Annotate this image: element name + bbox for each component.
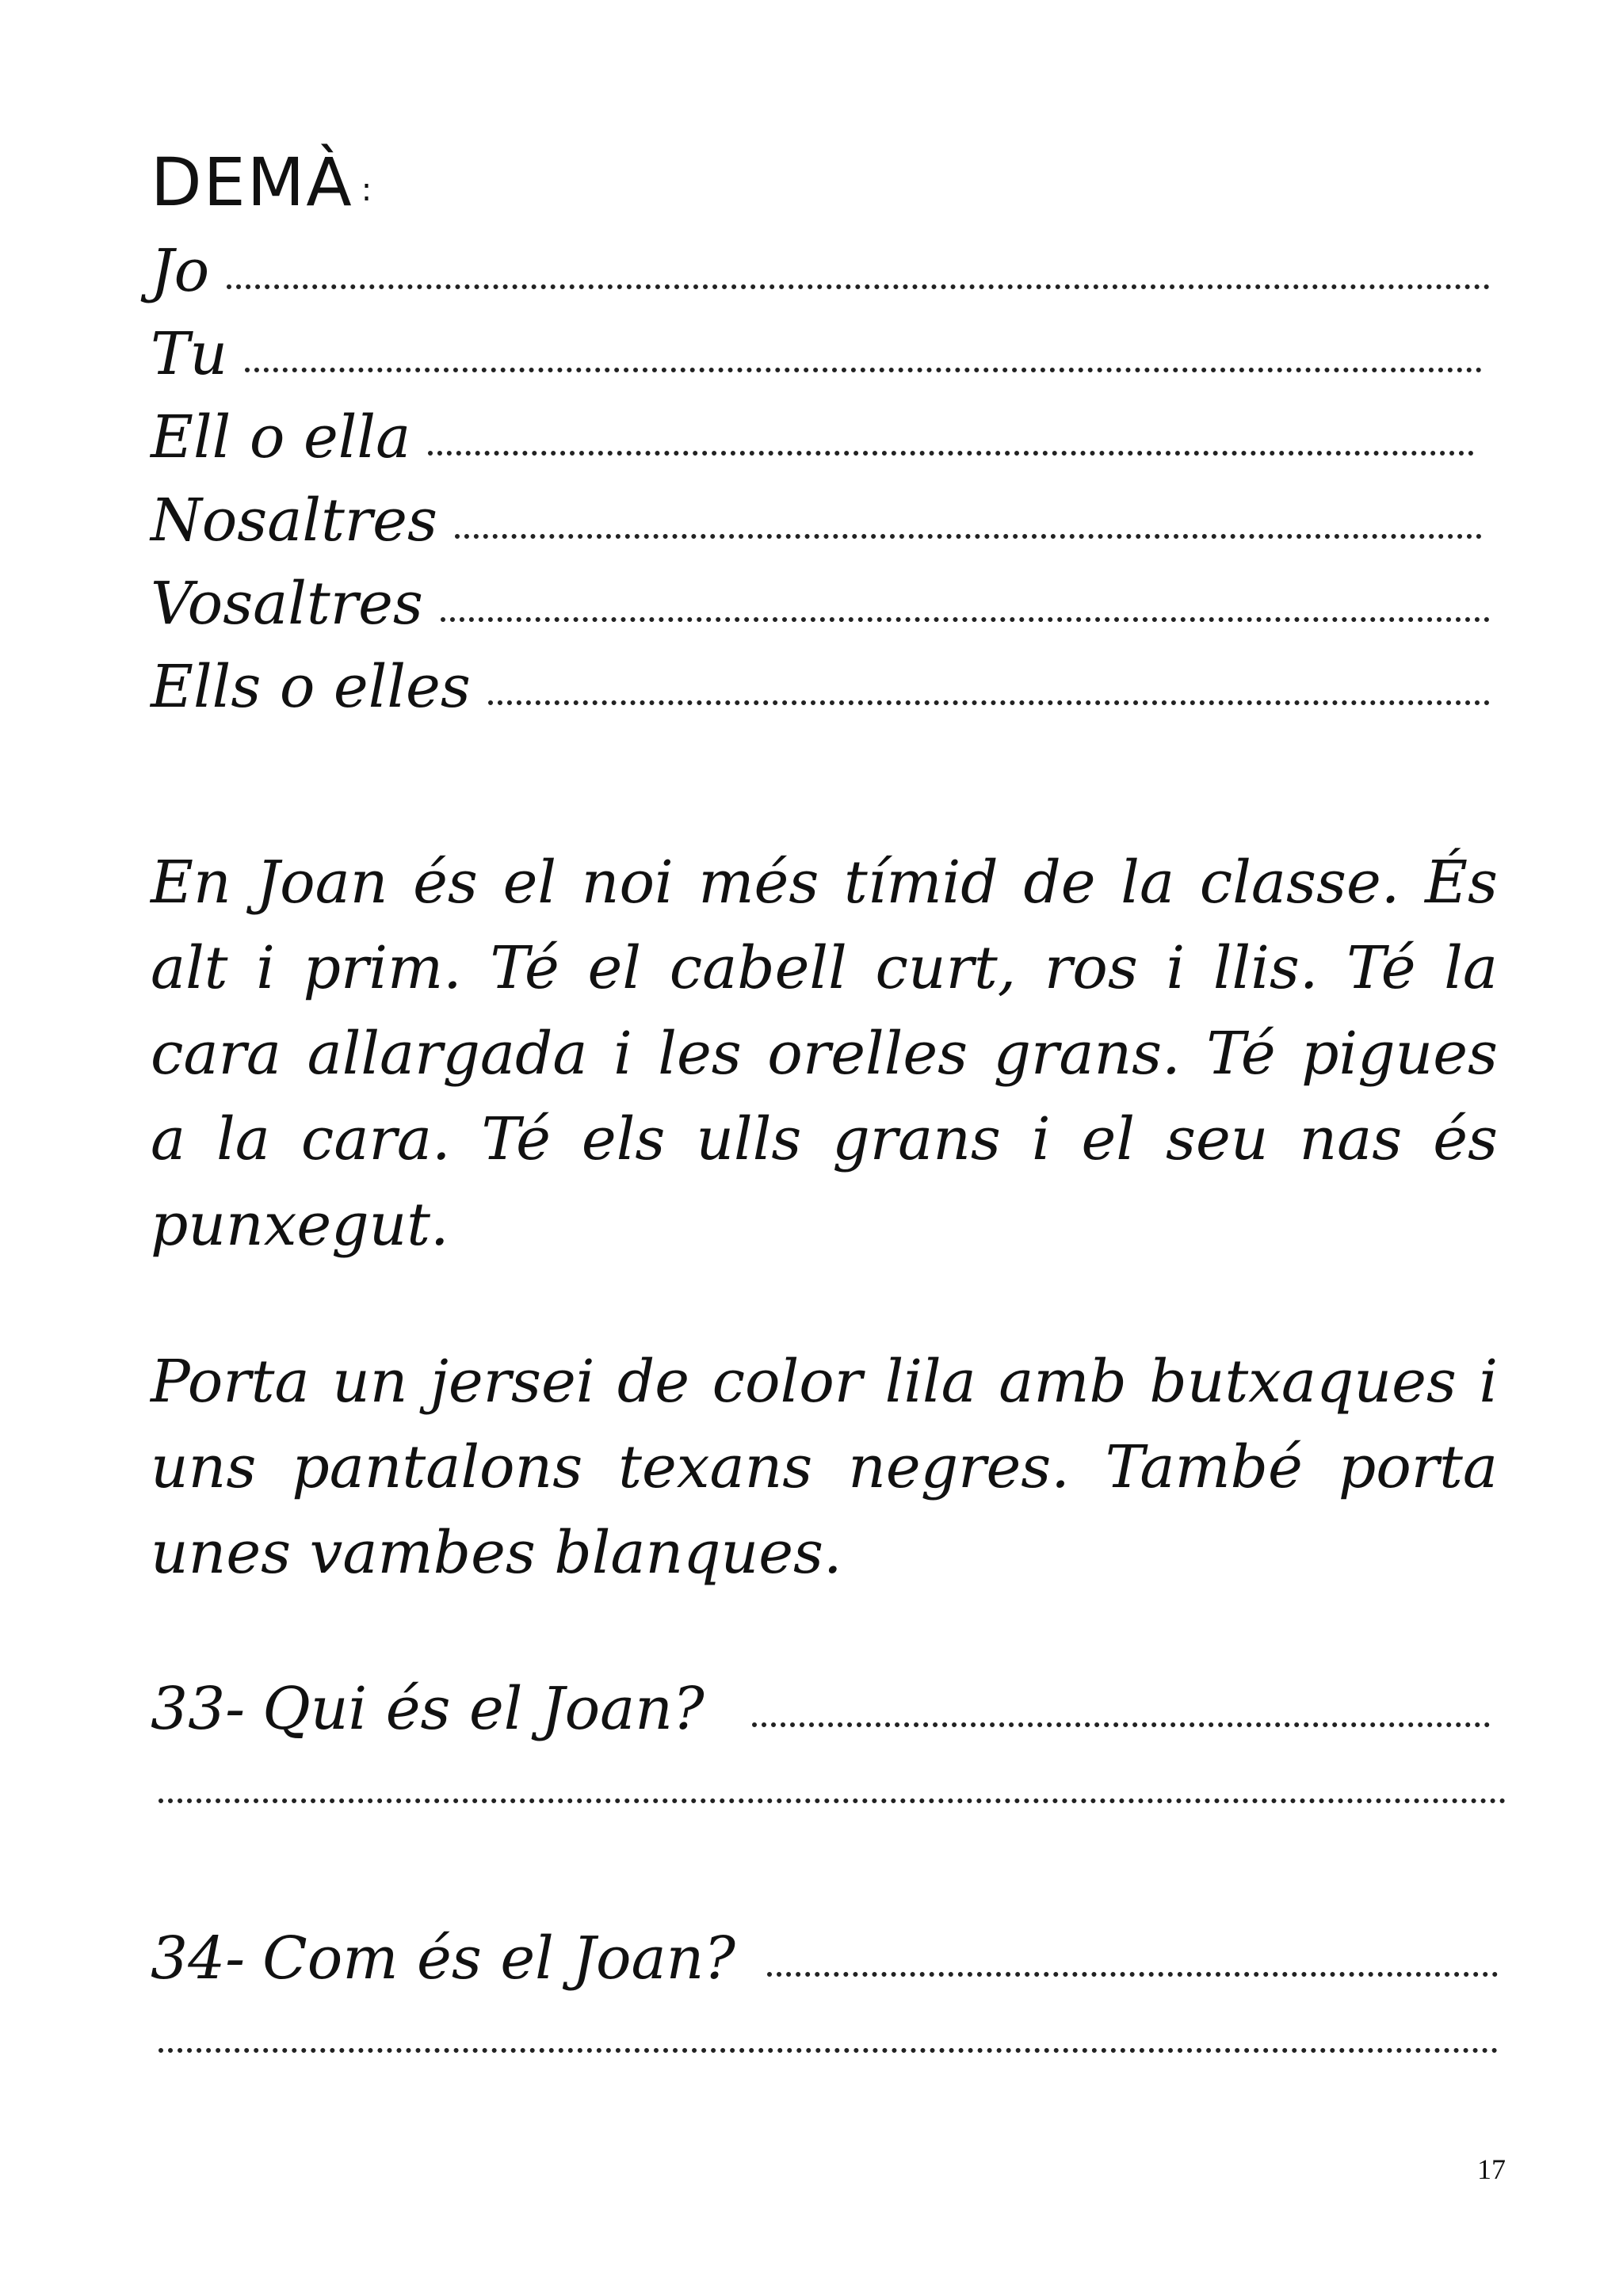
reading-paragraph-clothing: Porta un jersei de color lila amb butxaques i uns pantalons texans negres. També porta unes vambes blanques. [151,1348,1498,1587]
pronoun-label: Ell o ella [151,403,411,471]
page-number: 17 [1477,2153,1506,2185]
section-heading [151,143,374,221]
pronoun-label: Ells o elles [151,653,471,721]
question-text: Qui és el Joan? [262,1675,705,1743]
reading-paragraph-description: En Joan és el noi més tímid de la classe. És alt i prim. Té el cabell curt, ros i llis. Té la cara allargada i les orelles grans. Té pigues a la cara. Té els ulls grans i el seu nas és punxegut. [151,849,1498,1259]
answer-dotted-line[interactable] [158,1798,1506,1803]
answer-dotted-line[interactable] [428,451,1474,456]
question-text: Com és el Joan? [262,1924,735,1993]
question-34 [151,1924,1498,1993]
answer-dotted-line[interactable] [158,2048,1498,2053]
pronoun-line-vosaltres [151,570,1490,638]
heading-colon: : [361,172,374,208]
answer-dotted-line[interactable] [455,534,1482,539]
answer-dotted-line[interactable] [767,1972,1498,1977]
pronoun-line-jo [151,237,1490,305]
answer-dotted-line[interactable] [227,284,1490,289]
question-number: 34- [151,1924,246,1993]
pronoun-label: Vosaltres [151,570,423,638]
pronoun-line-nosaltres [151,486,1482,555]
pronoun-label: Nosaltres [151,486,437,555]
question-33 [151,1675,1490,1743]
pronoun-line-ell-o-ella [151,403,1474,471]
question-number: 33- [151,1675,246,1743]
pronoun-label: Tu [151,320,228,388]
heading-title: DEMÀ [151,143,353,221]
pronoun-line-ells-o-elles [151,653,1490,721]
answer-dotted-line[interactable] [752,1722,1490,1727]
answer-dotted-line[interactable] [488,700,1490,705]
pronoun-label: Jo [151,237,210,305]
answer-dotted-line[interactable] [441,617,1490,622]
pronoun-line-tu [151,320,1482,388]
answer-dotted-line[interactable] [245,368,1482,372]
